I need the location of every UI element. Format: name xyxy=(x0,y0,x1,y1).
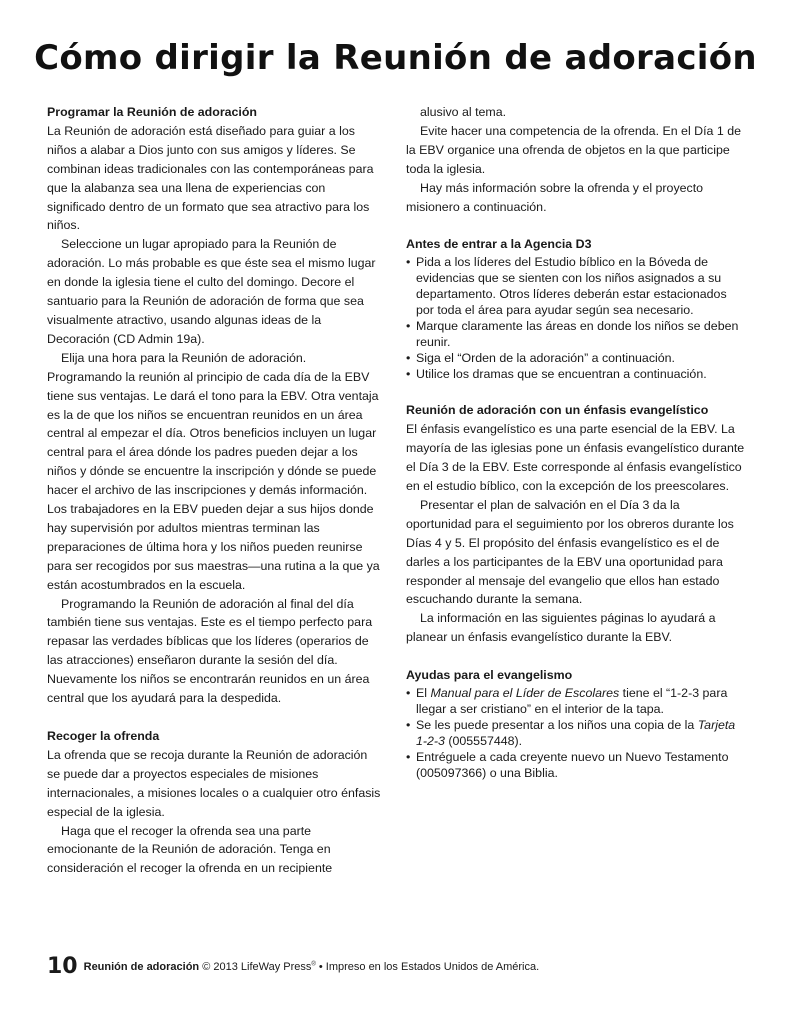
footer-section: Reunión de adoración xyxy=(83,961,200,973)
footer-imprint: • Impreso en los Estados Unidos de América. xyxy=(315,961,540,973)
paragraph: Seleccione un lugar apropiado para la Reunión de adoración. Lo más probable es que éste sea el mismo lugar en donde la iglesia tiene el culto del domingo. Decore el santuario para la Reunión de adoración de forma que sea visualmente atractivo, usando algunas ideas de la Decoración (CD Admin 19a). xyxy=(47,237,376,346)
list-item: • Pida a los líderes del Estudio bíblico en la Bóveda de evidencias que se sienten con los niños asignados a su departamento. Otros líderes deberán estar estacionados por toda el área para ayudar según sea necesario. xyxy=(406,254,746,318)
page-footer xyxy=(47,954,539,979)
page-number: 10 xyxy=(47,954,78,979)
book-title: Manual para el Líder de Escolares xyxy=(430,686,620,701)
footer-copyright: © 2013 LifeWay Press xyxy=(199,961,312,973)
section-heading: Reunión de adoración con un énfasis evangelístico xyxy=(406,403,709,418)
list-item xyxy=(406,717,746,749)
text: Se les puede presentar a los niños una copia de la xyxy=(416,718,698,733)
book-title: Tarjeta 1-2-3 xyxy=(416,718,736,749)
right-column xyxy=(406,103,746,781)
bullet-list xyxy=(406,254,746,382)
paragraph: La ofrenda que se recoja durante la Reunión de adoración se puede dar a proyectos especiales de misiones internacionales, a misiones locales o a cualquier otro énfasis especial de la iglesia. xyxy=(47,747,381,819)
paragraph: Elija una hora para la Reunión de adoración. Programando la reunión al principio de cada día de la EBV tiene sus ventajas. Le dará el tono para la EBV. Otra ventaja es la de que los niños se encuentran reunidos en un área central al empezar el día. Otros beneficios incluyen un lugar central para el área dónde los padres pueden dejar a los niños y dónde se encuentre la inscripción y dónde se puede hacer el archivo de las inscripciones y demás información. Los trabajadores en la EBV pueden dejar a sus hijos donde hay supervisión por adultos mientras terminan las preparaciones de última hora y los niños pueden reunirse para ser recogidos por sus maestras—una rutina a la que ya están acostumbrados en la escuela. xyxy=(47,350,380,592)
list-item: • Utilice los dramas que se encuentran a continuación. xyxy=(406,366,746,382)
paragraph: El énfasis evangelístico es una parte esencial de la EBV. La mayoría de las iglesias pone un énfasis evangelístico durante el Día 3 de la EBV. Este corresponde al énfasis evangelístico en el estudio bíblico, con la excepción de los preescolares. xyxy=(406,422,745,493)
text: (005557448). xyxy=(444,734,523,749)
paragraph: alusivo al tema. xyxy=(420,105,507,119)
page-title: Cómo dirigir la Reunión de adoración xyxy=(34,38,757,78)
paragraph: Evite hacer una competencia de la ofrenda. En el Día 1 de la EBV organice una ofrenda de objetos en la que participe toda la iglesia. xyxy=(406,123,741,176)
section-heading: Ayudas para el evangelismo xyxy=(406,668,573,683)
paragraph: La Reunión de adoración está diseñado para guiar a los niños a alabar a Dios junto con sus amigos y líderes. Se combinan ideas tradicionales con las contemporáneas para que la alabanza sea una llena de experiencias con significado dentro de un formato que sea atractivo para los niños. xyxy=(47,123,374,233)
paragraph: Programando la Reunión de adoración al final del día también tiene sus ventajas. Este es el tiempo perfecto para repasar las verdades bíblicas que los líderes (operarios de las atracciones) enseñaron durante la sesión del día. Nuevamente los niños se encontrarán reunidos en un área central que los ayudará para la despedida. xyxy=(47,596,373,706)
section-heading: Programar la Reunión de adoración xyxy=(47,105,257,119)
bullet-list xyxy=(406,685,746,781)
section-heading: Recoger la ofrenda xyxy=(47,729,160,743)
list-item: • Entréguele a cada creyente nuevo un Nuevo Testamento (005097366) o una Biblia. xyxy=(406,749,746,781)
left-column xyxy=(47,103,383,878)
list-item xyxy=(406,685,746,717)
paragraph: Hay más información sobre la ofrenda y el proyecto misionero a continuación. xyxy=(406,180,704,214)
list-item: • Marque claramente las áreas en donde los niños se deben reunir. xyxy=(406,318,746,350)
registered-mark: ® xyxy=(311,961,316,968)
paragraph: La información en las siguientes páginas lo ayudará a planear un énfasis evangelístico durante la EBV. xyxy=(406,611,716,645)
paragraph: Haga que el recoger la ofrenda sea una parte emocionante de la Reunión de adoración. Tenga en consideración el recoger la ofrenda en un recipiente xyxy=(47,823,333,876)
list-item: • Siga el “Orden de la adoración” a continuación. xyxy=(406,350,746,366)
text: tiene el “1-2-3 para llegar a ser cristiano” en el interior de la tapa. xyxy=(416,686,728,717)
paragraph: Presentar el plan de salvación en el Día 3 da la oportunidad para el seguimiento por los obreros durante los Días 4 y 5. El propósito del énfasis evangelístico es el de darles a los participantes de la EBV una oportunidad para responder al mensaje del evangelio que ellos han estado escuchando durante la semana. xyxy=(406,497,734,607)
text: El xyxy=(416,686,431,701)
section-heading: Antes de entrar a la Agencia D3 xyxy=(406,237,592,252)
